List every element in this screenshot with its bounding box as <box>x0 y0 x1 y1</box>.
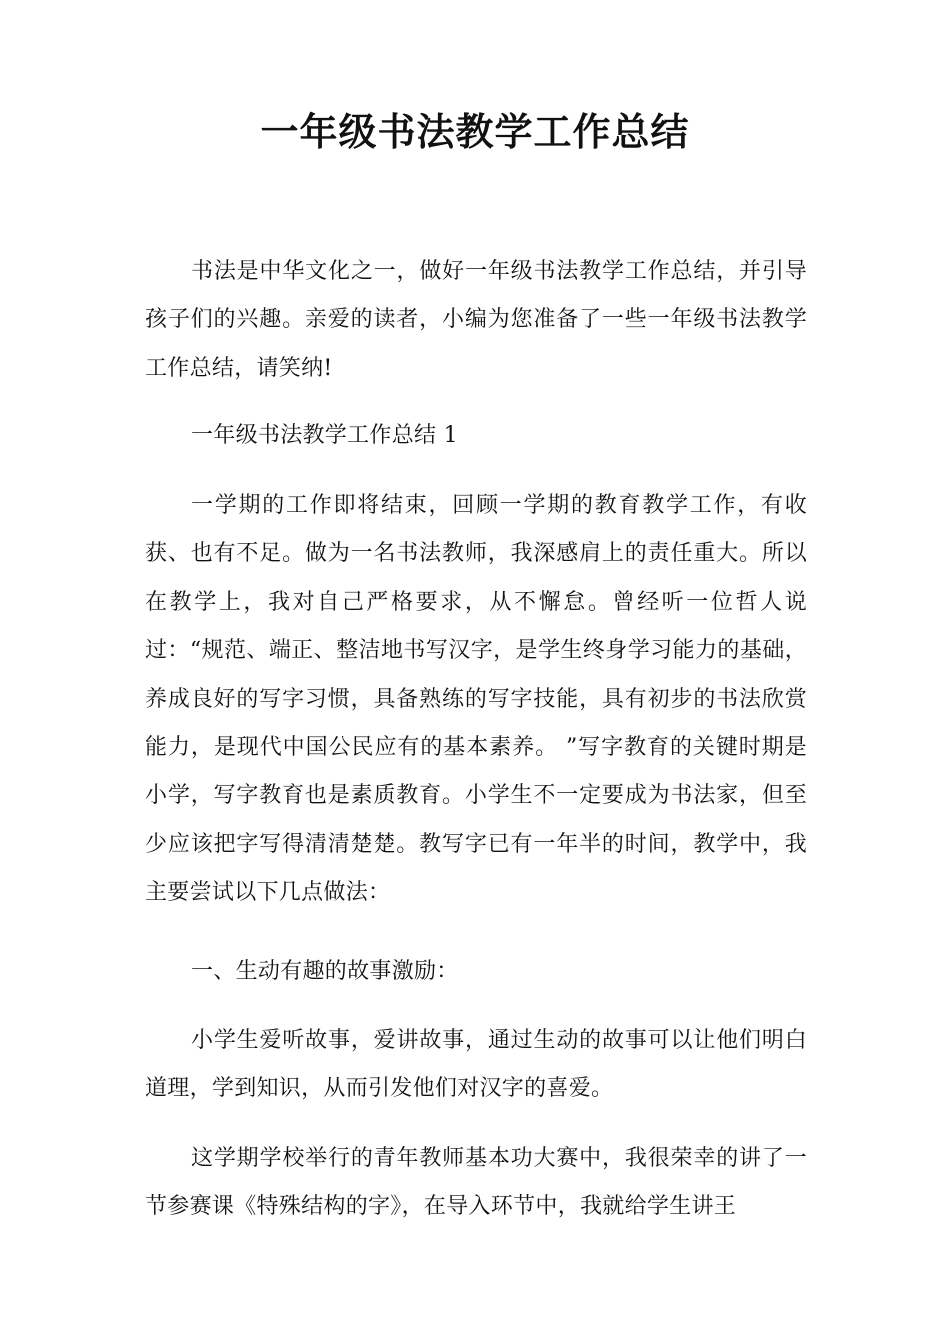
body-paragraph-competition: 这学期学校举行的青年教师基本功大赛中，我很荣幸的讲了一节参赛课《特殊结构的字》，在导入环节中，我就给学生讲王 <box>145 1146 807 1220</box>
body-paragraph-stories: 小学生爱听故事，爱讲故事，通过生动的故事可以让他们明白道理，学到知识，从而引发他们对汉字的喜爱。 <box>145 1028 807 1102</box>
intro-paragraph: 书法是中华文化之一，做好一年级书法教学工作总结，并引导孩子们的兴趣。亲爱的读者，小编为您准备了一些一年级书法教学工作总结，请笑纳! <box>145 259 807 381</box>
section-heading-1: 一年级书法教学工作总结 1 <box>191 423 458 448</box>
body-paragraph-semester-review: 一学期的工作即将结束，回顾一学期的教育教学工作，有收获、也有不足。做为一名书法教师，我深感肩上的责任重大。所以在教学上，我对自己严格要求，从不懈怠。曾经听一位哲人说过：“规范、端正、整洁地书写汉字，是学生终身学习能力的基础，养成良好的写字习惯，具备熟练的写字技能，具有初步的书法欣赏能力，是现代中国公民应有的基本素养。 ”写字教育的关键时期是小学，写字教育也是素质教育。小学生不一定要成为书法家，但至少应该把字写得清清楚楚。教写字已有一年半的时间，教学中，我主要尝试以下几点做法： <box>145 493 807 906</box>
subheading-story-motivation: 一、生动有趣的故事激励： <box>191 959 459 984</box>
document-title: 一年级书法教学工作总结 <box>260 110 690 154</box>
